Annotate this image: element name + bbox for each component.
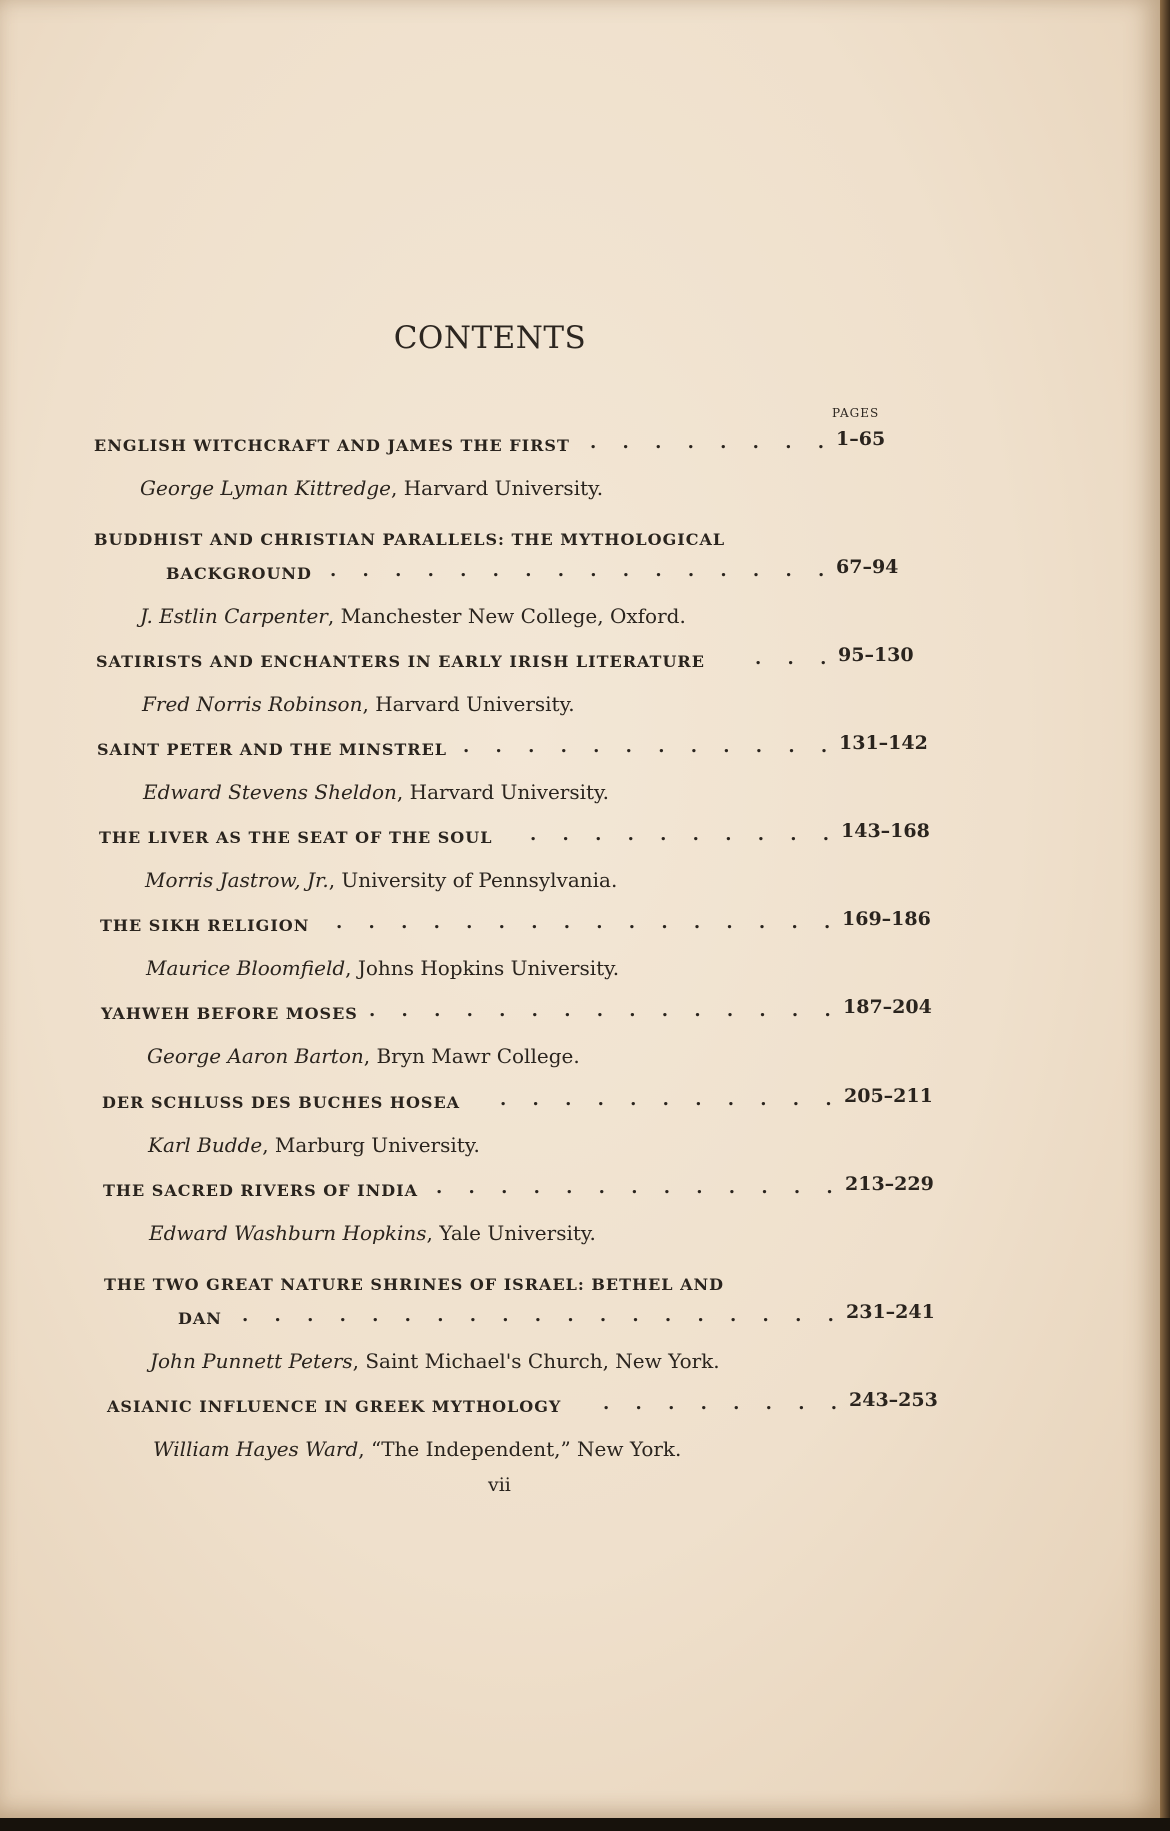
toc-entry <box>0 908 1160 996</box>
toc-entry <box>0 732 1160 820</box>
entry-title: THE TWO GREAT NATURE SHRINES OF ISRAEL: BETHEL AND <box>104 1275 725 1294</box>
page-range: 1–65 <box>836 428 886 450</box>
author-affiliation: , Bryn Mawr College. <box>363 1044 580 1068</box>
page-range: 131–142 <box>839 732 928 754</box>
author-affiliation: , Harvard University. <box>391 476 604 500</box>
toc-entry <box>0 1275 1160 1373</box>
author-affiliation: , Harvard University. <box>396 780 610 804</box>
entry-title: ASIANIC INFLUENCE IN GREEK MYTHOLOGY <box>107 1397 562 1416</box>
entry-author <box>146 956 619 980</box>
entry-author <box>149 1221 596 1245</box>
entry-title: BUDDHIST AND CHRISTIAN PARALLELS: THE MYTHOLOGICAL <box>94 530 726 549</box>
entry-author <box>153 1437 681 1461</box>
author-affiliation: , University of Pennsylvania. <box>328 868 618 892</box>
author-name: J. Estlin Carpenter <box>140 604 328 628</box>
bottom-edge <box>0 1818 1170 1831</box>
entry-author <box>145 868 617 892</box>
toc-entry <box>0 644 1160 732</box>
dot-leader: . . . . . . . . . . . . . . . <box>369 1000 831 1021</box>
toc-entry <box>0 1389 1160 1477</box>
page-range: 95–130 <box>838 644 914 666</box>
author-affiliation: , Johns Hopkins University. <box>345 956 620 980</box>
page-range: 67–94 <box>836 556 899 578</box>
entry-author <box>140 476 603 500</box>
toc-entry <box>0 1173 1160 1261</box>
entry-title: SATIRISTS AND ENCHANTERS IN EARLY IRISH LITERATURE <box>96 652 705 671</box>
dot-leader: . . . . . . . . . . . . . . . . <box>330 560 825 581</box>
entry-title: THE SACRED RIVERS OF INDIA <box>103 1181 418 1200</box>
dot-leader: . . . . . . . . . . . . <box>463 736 828 757</box>
entry-title: YAHWEH BEFORE MOSES <box>101 1004 358 1023</box>
author-affiliation: , Yale University. <box>426 1221 596 1245</box>
entry-author <box>140 604 686 628</box>
entry-title: THE SIKH RELIGION <box>100 916 310 935</box>
author-name: Fred Norris Robinson <box>142 692 363 716</box>
dot-leader: . . . . . . . . . . . <box>500 1089 832 1110</box>
dot-leader: . . . . . . . . . . <box>530 824 830 845</box>
dot-leader: . . . . . . . . <box>603 1393 837 1414</box>
entry-author <box>143 780 609 804</box>
page-range: 213–229 <box>845 1173 934 1195</box>
page-range: 243–253 <box>849 1389 938 1411</box>
author-name: Morris Jastrow, Jr. <box>145 868 329 892</box>
entry-author <box>142 692 575 716</box>
entry-title: DER SCHLUSS DES BUCHES HOSEA <box>102 1093 461 1112</box>
page-title: CONTENTS <box>393 320 587 356</box>
entry-title: THE LIVER AS THE SEAT OF THE SOUL <box>99 828 493 847</box>
author-name: William Hayes Ward <box>153 1437 359 1461</box>
toc-entry <box>0 996 1160 1084</box>
author-name: George Lyman Kittredge <box>140 476 392 500</box>
dot-leader: . . . . . . . . . . . . . . . . . . . <box>242 1305 834 1326</box>
author-affiliation: , Manchester New College, Oxford. <box>327 604 686 628</box>
author-affiliation: , Saint Michael's Church, New York. <box>352 1349 720 1373</box>
author-name: Edward Washburn Hopkins <box>149 1221 427 1245</box>
toc-entry <box>0 530 1160 628</box>
toc-entry <box>0 820 1160 908</box>
toc-entry <box>0 1085 1160 1173</box>
dot-leader: . . . <box>755 648 827 669</box>
author-name: John Punnett Peters <box>150 1349 353 1373</box>
author-name: Edward Stevens Sheldon <box>143 780 397 804</box>
dot-leader: . . . . . . . . <box>590 432 824 453</box>
entry-title: ENGLISH WITCHCRAFT AND JAMES THE FIRST <box>94 436 570 455</box>
dot-leader: . . . . . . . . . . . . . <box>436 1177 833 1198</box>
dot-leader: . . . . . . . . . . . . . . . . <box>336 912 831 933</box>
page-range: 143–168 <box>841 820 930 842</box>
author-name: Maurice Bloomfield <box>146 956 346 980</box>
page-range: 231–241 <box>846 1301 935 1323</box>
author-affiliation: , Marburg University. <box>262 1133 480 1157</box>
author-name: Karl Budde <box>148 1133 263 1157</box>
entry-title: DAN <box>178 1309 222 1328</box>
entry-title: SAINT PETER AND THE MINSTREL <box>97 740 448 759</box>
entry-author <box>148 1133 480 1157</box>
page-range: 187–204 <box>843 996 932 1018</box>
entry-author <box>150 1349 720 1373</box>
entry-author <box>147 1044 580 1068</box>
page-range: 169–186 <box>842 908 931 930</box>
page-edge-shadow <box>1160 0 1170 1831</box>
author-affiliation: , Harvard University. <box>362 692 575 716</box>
page-range: 205–211 <box>844 1085 933 1107</box>
author-name: George Aaron Barton <box>147 1044 364 1068</box>
page-number: vii <box>488 1474 511 1496</box>
toc-entry <box>0 428 1160 516</box>
author-affiliation: , “The Independent,” New York. <box>358 1437 682 1461</box>
entry-title: BACKGROUND <box>166 564 312 583</box>
pages-column-label: PAGES <box>832 406 880 420</box>
